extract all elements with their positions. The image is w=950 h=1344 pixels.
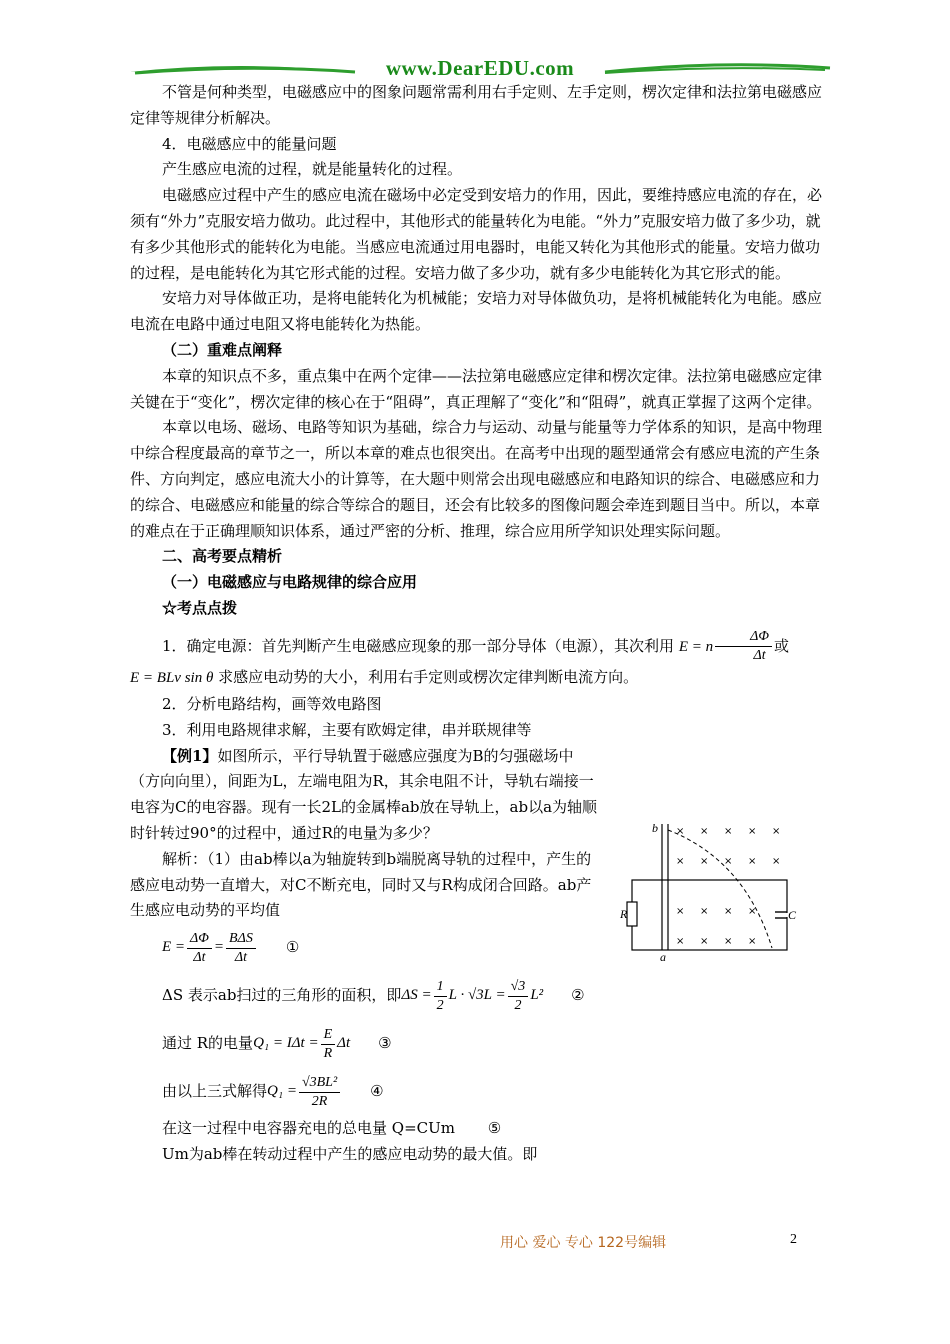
equation-3: 通过 R的电量 Q₁ = IΔt = $\frac{E}{R}$ Δt ③	[162, 1026, 392, 1061]
site-url: www.DearEDU.com	[385, 56, 575, 80]
resistor-symbol	[627, 902, 637, 926]
svg-text:×: ×	[700, 936, 709, 947]
document-body	[130, 80, 830, 1168]
equation-5: 在这一过程中电容器充电的总电量 Q=CUm ⑤	[162, 1119, 502, 1138]
formula: E = BLv sin θ	[130, 670, 214, 687]
equation-number: ①	[285, 938, 300, 957]
svg-text:×: ×	[676, 936, 685, 947]
equation-number: ③	[378, 1034, 392, 1053]
equation-2: ΔS 表示ab扫过的三角形的面积，即 ΔS = $\frac{1}{2}$ L · √3L = $\frac{√3}{2}$ L² ②	[162, 978, 585, 1013]
rotation-arc	[668, 830, 772, 948]
label-b: b	[652, 821, 658, 835]
svg-text:×: ×	[676, 856, 685, 867]
section-heading: （一）电磁感应与电路规律的综合应用	[162, 573, 418, 592]
step-3: 3．利用电路规律求解，主要有欧姆定律，串并联规律等	[162, 720, 532, 739]
svg-text:×: ×	[748, 826, 757, 837]
formula-fraction: $\frac{\Delta\Phi}{\Delta t}$	[715, 628, 772, 665]
solution-intro: 解析：（1）由ab棒以a为轴旋转到b端脱离导轨的过程中，产生的感应电动势一直增大，对C不断充电，同时又与R构成闭合回路。ab产生感应电动势的平均值	[130, 849, 592, 920]
step-2: 2．分析电路结构，画等效电路图	[162, 695, 382, 714]
label-a: a	[660, 950, 666, 964]
step-1: 1．确定电源：首先判断产生电磁感应现象的那一部分导体（电源），其次利用 E = n $\frac{\Delta\Phi}{\Delta t}$ 或	[162, 629, 790, 664]
svg-text:×: ×	[724, 856, 733, 867]
circuit-diagram	[620, 820, 797, 964]
svg-text:×: ×	[772, 826, 781, 837]
svg-text:×: ×	[748, 856, 757, 867]
example-problem: 【例1】如图所示，平行导轨置于磁感应强度为B的匀强磁场中（方向向里），间距为L，左端电阻为R，其余电阻不计，导轨右端接一电容为C的电容器。现有一长2L的金属棒ab放在导轨上，ab以a为轴顺时针转过90°的过程中，通过R的电量为多少？	[130, 746, 598, 843]
svg-text:×: ×	[724, 826, 733, 837]
section-heading: （二）重难点阐释	[162, 340, 283, 359]
equation-1: E = $\frac{\Delta\Phi}{\Delta t}$ = $\frac{\text{BΔS}}{\Delta t}$ ①	[162, 930, 300, 965]
page-number: 2	[790, 1232, 797, 1247]
section-heading: 二、高考要点精析	[162, 547, 283, 566]
footer-text: 用心 爱心 专心 122号编辑	[500, 1235, 667, 1251]
label-C: C	[788, 908, 797, 922]
svg-text:×: ×	[700, 856, 709, 867]
paragraph: 电磁感应过程中产生的感应电流在磁场中必定受到安培力的作用，因此，要维持感应电流的存在，必须有“外力”克服安培力做功。此过程中，其他形式的能量转化为电能。“外力”克服安培力做了多少功，就有多少其他形式的能转化为电能。当感应电流通过用电器时，电能又转化为其他形式的能量。安培力做功的过程，是电能转化为其它形式能的过程。安培力做了多少功，就有多少电能转化为其它形式的能。	[130, 186, 823, 282]
svg-text:×: ×	[700, 906, 709, 917]
svg-text:×: ×	[700, 826, 709, 837]
step-1-continued: E = BLv sin θ 求感应电动势的大小，利用右手定则或楞次定律判断电流方向。	[130, 668, 639, 687]
svg-text:×: ×	[724, 936, 733, 947]
svg-text:×: ×	[724, 906, 733, 917]
equation-number: ⑤	[487, 1119, 502, 1138]
formula: E = n	[678, 638, 714, 655]
svg-text:×: ×	[748, 906, 757, 917]
paragraph: 产生感应电流的过程，就是能量转化的过程。	[162, 160, 463, 179]
paragraph: 本章以电场、磁场、电路等知识为基础，综合力与运动、动量与能量等力学体系的知识，是高中物理中综合程度最高的章节之一，所以本章的难点也很突出。在高考中出现的题型通常会有感应电流的产生条件、方向判定，感应电流大小的计算等，在大题中则常会出现电磁感应和电路知识的综合、电磁感应和力的综合、电磁感应和能量的综合等综合的题目，还会有比较多的图像问题会牵连到题目当中。所以，本章的难点在于正确理顺知识体系，通过严密的分析、推理，综合应用所学知识处理实际问题。	[130, 418, 823, 540]
circuit-figure	[620, 820, 797, 964]
svg-text:×: ×	[676, 906, 685, 917]
equation-4: 由以上三式解得 Q₁ = $\frac{\text{√3BL²}}{2R}$ ④	[162, 1074, 384, 1109]
paragraph: 不管是何种类型，电磁感应中的图象问题常需利用右手定则、左手定则，楞次定律和法拉第电磁感应定律等规律分析解决。	[130, 83, 823, 127]
section-heading: 4．电磁感应中的能量问题	[162, 134, 337, 153]
label-R: R	[620, 907, 628, 921]
svg-text:×: ×	[772, 856, 781, 867]
equation-number: ②	[571, 986, 585, 1005]
svg-text:×: ×	[676, 826, 685, 837]
paragraph: 本章的知识点不多，重点集中在两个定律——法拉第电磁感应定律和楞次定律。法拉第电磁感应定律关键在于“变化”，楞次定律的核心在于“阻碍”，真正理解了“变化”和“阻碍”，就真正掌握了这两个定律。	[130, 366, 823, 411]
section-heading: ☆考点点拨	[162, 598, 238, 617]
equation-number: ④	[370, 1082, 384, 1101]
paragraph: Um为ab棒在转动过程中产生的感应电动势的最大值。即	[162, 1145, 538, 1163]
paragraph: 安培力对导体做正功，是将电能转化为机械能；安培力对导体做负功，是将机械能转化为电能。感应电流在电路中通过电阻又将电能转化为热能。	[130, 289, 823, 334]
svg-text:×: ×	[748, 936, 757, 947]
